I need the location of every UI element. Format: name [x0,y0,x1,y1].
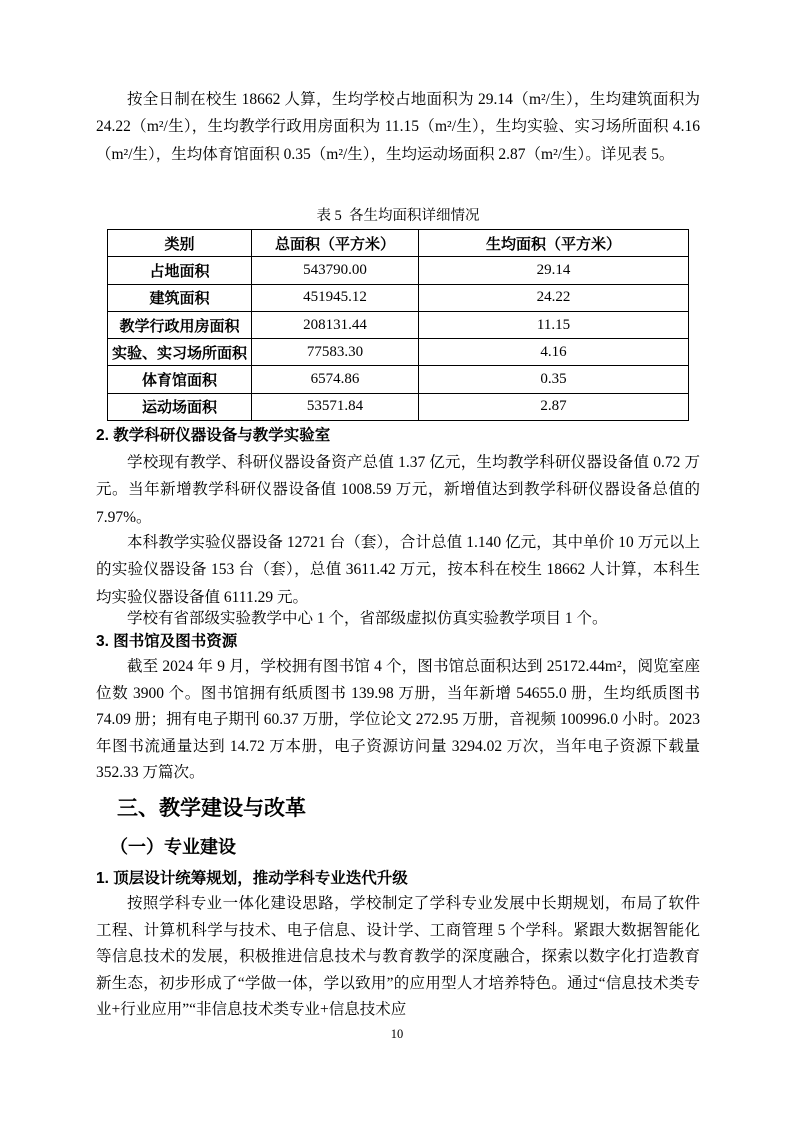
paragraph-library: 截至 2024 年 9 月，学校拥有图书馆 4 个，图书馆总面积达到 25172.44m²，阅览室座位数 3900 个。图书馆拥有纸质图书 139.98 万册，当年新增 54655.0 册，生均纸质图书 74.09 册；拥有电子期刊 60.37 万册，学位论文 272.95 万册，音视频 100996.0 小时。2023 年图书流通量达到 14.72 万本册，电子资源访问量 3294.02 万次，当年电子资源下载量 352.33 万篇次。 [96,658,700,781]
table-cell-total: 208131.44 [252,311,419,338]
paragraph-area-stats: 按全日制在校生 18662 人算，生均学校占地面积为 29.14（m²/生），生均建筑面积为 24.22（m²/生），生均教学行政用房面积为 11.15（m²/生），生均实验、实习场所面积 4.16（m²/生），生均体育馆面积 0.35（m²/生），生均运动场面积 2.87（m²/生）。详见表 5。 [96,91,700,163]
table-cell-total: 451945.12 [252,284,419,311]
heading-equipment-section: 2. 教学科研仪器设备与教学实验室 [96,427,331,444]
table-cell-per-student: 2.87 [419,393,689,420]
table-row [108,393,689,420]
heading-top-level-design: 1. 顶层设计统筹规划，推动学科专业迭代升级 [96,870,408,887]
paragraph-equipment-value: 学校现有教学、科研仪器设备资产总值 1.37 亿元，生均教学科研仪器设备值 0.72 万元。当年新增教学科研仪器设备值 1008.59 万元，新增值达到教学科研仪器设备总值的 7.97%。 [96,454,700,526]
table5-per-student-area [107,229,689,421]
table-row [108,311,689,338]
table-cell-per-student: 29.14 [419,257,689,284]
table-cell-category: 运动场面积 [108,393,252,420]
table-header-total-area: 总面积（平方米） [252,230,419,257]
table-header-row [108,230,689,257]
page-number: 10 [390,1027,404,1041]
table-header-per-student-area: 生均面积（平方米） [419,230,689,257]
table-cell-category: 体育馆面积 [108,366,252,393]
table-cell-category: 实验、实习场所面积 [108,339,252,366]
table-cell-total: 53571.84 [252,393,419,420]
table-cell-total: 6574.86 [252,366,419,393]
table-cell-total: 77583.30 [252,339,419,366]
table-cell-per-student: 0.35 [419,366,689,393]
heading-chapter-three: 三、教学建设与改革 [117,797,306,820]
table-cell-category: 教学行政用房面积 [108,311,252,338]
paragraph-lab-equipment: 本科教学实验仪器设备 12721 台（套），合计总值 1.140 亿元，其中单价 10 万元以上的实验仪器设备 153 台（套），总值 3611.42 万元，按本科在校生 18662 人计算，本科生均实验仪器设备值 6111.29 元。 [96,534,700,606]
paragraph-discipline-plan: 按照学科专业一体化建设思路，学校制定了学科专业发展中长期规划，布局了软件工程、计算机科学与技术、电子信息、设计学、工商管理 5 个学科。紧跟大数据智能化等信息技术的发展，积极推进信息技术与教育教学的深度融合，探索以数字化打造教育新生态，初步形成了“学做一体，学以致用”的应用型人才培养特色。通过“信息技术类专业+行业应用”“非信息技术类专业+信息技术应 [96,895,700,1018]
table-row [108,366,689,393]
paragraph-lab-centers: 学校有省部级实验教学中心 1 个，省部级虚拟仿真实验教学项目 1 个。 [127,610,608,627]
table-row [108,339,689,366]
table-cell-per-student: 24.22 [419,284,689,311]
table-cell-category: 占地面积 [108,257,252,284]
heading-library-section: 3. 图书馆及图书资源 [96,633,238,650]
table-cell-total: 543790.00 [252,257,419,284]
heading-major-construction: （一）专业建设 [110,837,236,857]
table-cell-per-student: 4.16 [419,339,689,366]
table-row [108,284,689,311]
table5-caption: 表 5 各生均面积详细情况 [316,208,480,224]
table-cell-category: 建筑面积 [108,284,252,311]
table-cell-per-student: 11.15 [419,311,689,338]
table-header-category: 类别 [108,230,252,257]
table-row [108,257,689,284]
